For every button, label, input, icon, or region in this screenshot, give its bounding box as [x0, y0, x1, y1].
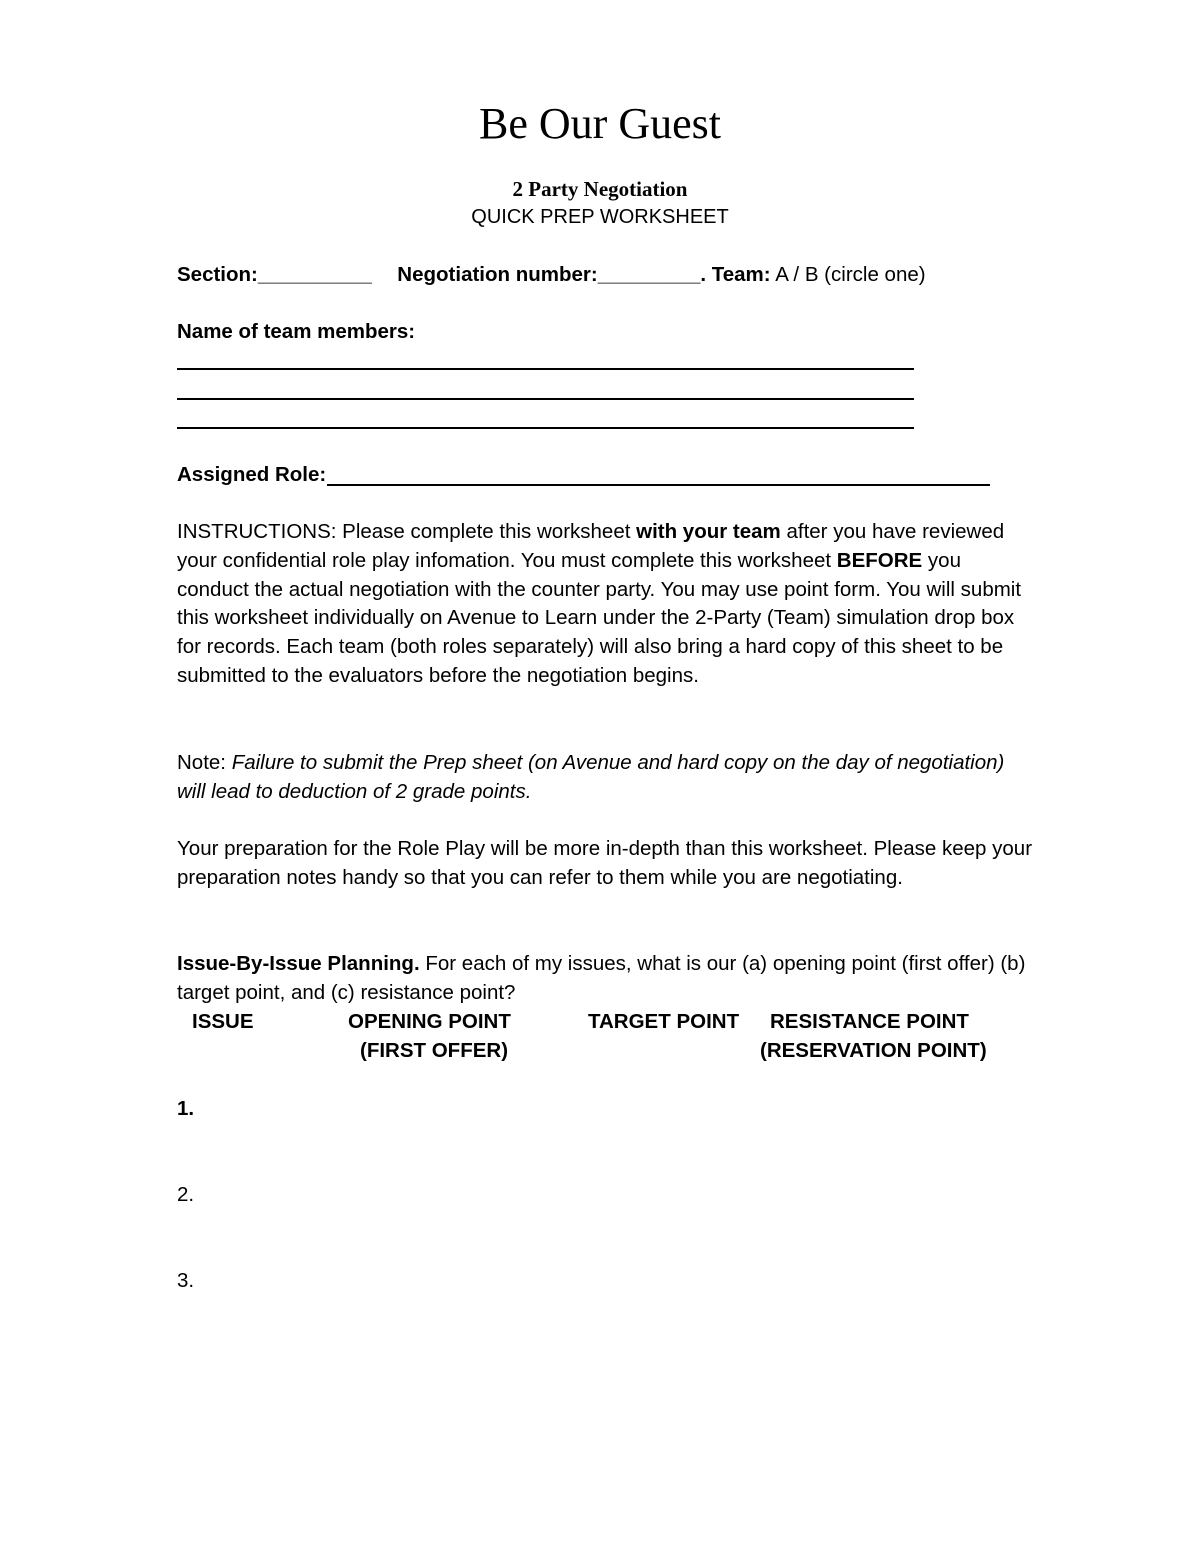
planning-paragraph: Issue-By-Issue Planning. For each of my issues, what is our (a) opening point (first offer) (b) target point, and (c) resistance point?	[177, 952, 1026, 1004]
worksheet-heading: QUICK PREP WORKSHEET	[471, 206, 729, 228]
issue-row-number: 3.	[177, 1269, 195, 1292]
issue-row-number: 1.	[177, 1097, 195, 1120]
section-field[interactable]: __________	[257, 263, 372, 286]
team-member-line[interactable]	[177, 398, 914, 400]
issue-row-number: 2.	[177, 1183, 195, 1206]
column-header-opening-sub: (FIRST OFFER)	[360, 1039, 509, 1062]
team-options[interactable]: A / B (circle one)	[775, 263, 926, 286]
form-line	[177, 260, 926, 289]
column-header-resistance-sub: (RESERVATION POINT)	[760, 1039, 987, 1062]
note-paragraph: Note: Failure to submit the Prep sheet (on Avenue and hard copy on the day of negotiation) will lead to deduction of 2 grade points.	[177, 751, 1005, 803]
column-header-resistance-point: RESISTANCE POINT	[770, 1010, 969, 1033]
assigned-role-label: Assigned Role:	[177, 463, 327, 486]
section-label: Section:	[177, 263, 258, 286]
team-members-label: Name of team members:	[177, 320, 416, 343]
team-member-line[interactable]	[177, 427, 914, 429]
instructions-paragraph: INSTRUCTIONS: Please complete this worksheet with your team after you have reviewed your confidential role play infomation. You must complete this worksheet BEFORE you conduct the actual negotiation with the counter party. You may use point form. You will submit this worksheet individually on Avenue to Learn under the 2-Party (Team) simulation drop box for records. Each team (both roles separately) will also bring a hard copy of this sheet to be submitted to the evaluators before the negotiation begins.	[177, 520, 1022, 687]
negotiation-number-field[interactable]: _________.	[597, 263, 707, 286]
column-header-issue: ISSUE	[192, 1010, 254, 1033]
preparation-paragraph: Your preparation for the Role Play will be more in-depth than this worksheet. Please keep your preparation notes handy so that you can refer to them while you are negotiating.	[177, 837, 1033, 889]
team-label: Team:	[711, 263, 771, 286]
team-member-line[interactable]	[177, 368, 914, 370]
column-header-target-point: TARGET POINT	[588, 1010, 740, 1033]
negotiation-number-label: Negotiation number:	[397, 263, 598, 286]
page-subtitle: 2 Party Negotiation	[512, 177, 688, 201]
column-header-opening-point: OPENING POINT	[348, 1010, 511, 1033]
page-title: Be Our Guest	[479, 99, 721, 148]
assigned-role-line[interactable]	[327, 484, 990, 486]
